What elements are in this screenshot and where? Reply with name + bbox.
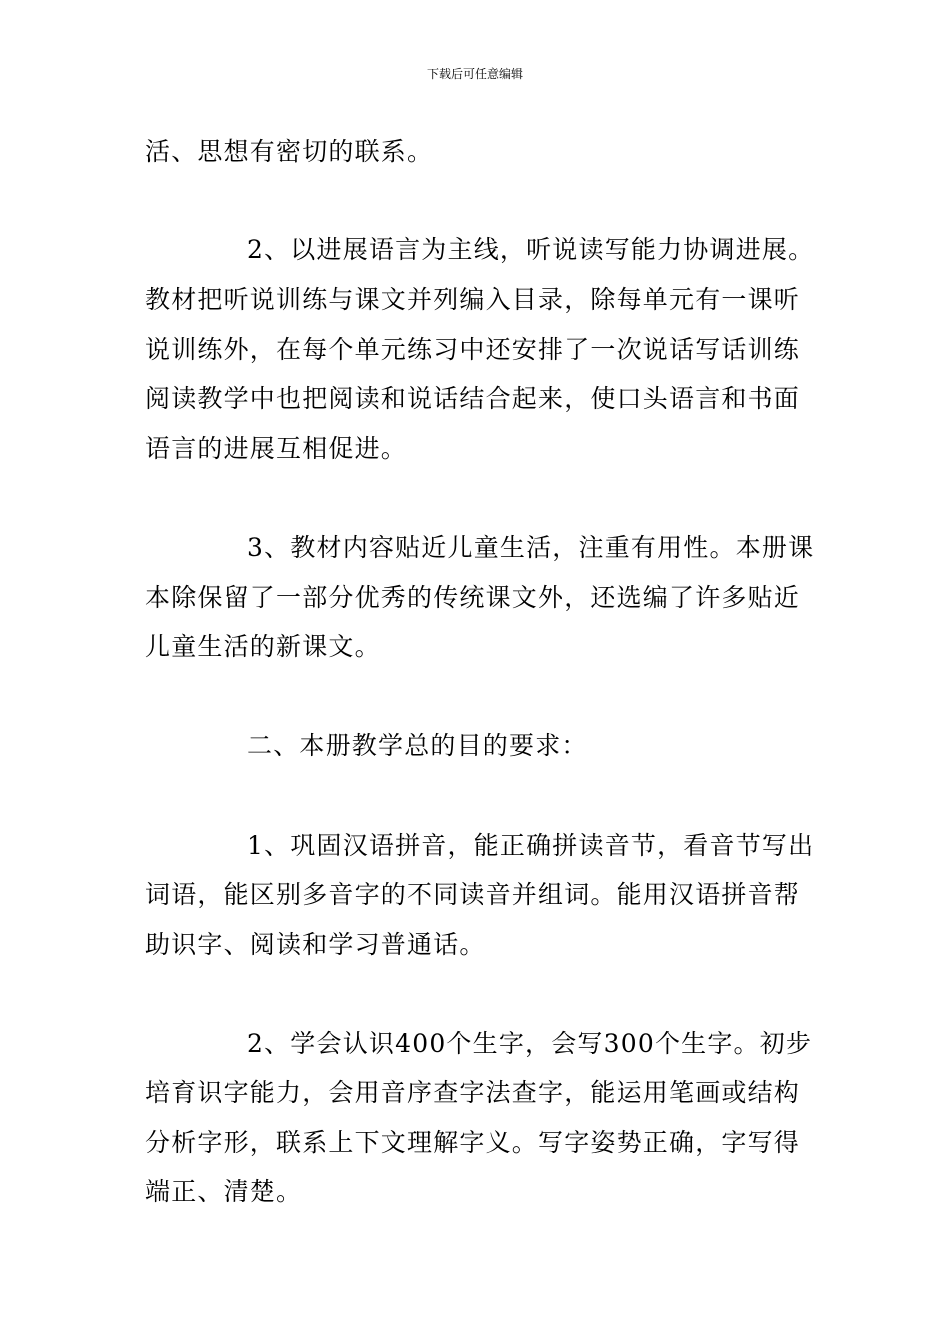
text-line: 活、思想有密切的联系。 bbox=[145, 137, 434, 166]
text-line: 本除保留了一部分优秀的传统课文外，还选编了许多贴近 bbox=[145, 583, 801, 612]
text-line: 分析字形，联系上下文理解字义。写字姿势正确，字写得 bbox=[145, 1128, 801, 1157]
text-line: 阅读教学中也把阅读和说话结合起来，使口头语言和书面 bbox=[145, 384, 801, 413]
text-line: 说训练外，在每个单元练习中还安排了一次说话写话训练 bbox=[145, 335, 801, 364]
text-line: 培育识字能力，会用音序查字法查字，能运用笔画或结构 bbox=[145, 1078, 801, 1107]
page-header: 下载后可任意编辑 bbox=[426, 67, 523, 81]
text-line: 教材把听说训练与课文并列编入目录，除每单元有一课听 bbox=[145, 285, 801, 314]
paragraph-item-1: 1、巩固汉语拼音，能正确拼读音节，看音节写出 bbox=[247, 831, 815, 860]
text-line: 语言的进展互相促进。 bbox=[145, 434, 408, 463]
paragraph-item-3: 3、教材内容贴近儿童生活，注重有用性。本册课 bbox=[247, 533, 815, 562]
section-heading: 二、本册教学总的目的要求： bbox=[247, 731, 588, 760]
paragraph-item-2: 2、以进展语言为主线，听说读写能力协调进展。 bbox=[247, 235, 815, 264]
text-line: 词语，能区别多音字的不同读音并组词。能用汉语拼音帮 bbox=[145, 880, 801, 909]
paragraph-item-2b: 2、学会认识400个生字，会写300个生字。初步 bbox=[247, 1029, 813, 1058]
text-line: 端正、清楚。 bbox=[145, 1177, 303, 1206]
text-line: 儿童生活的新课文。 bbox=[145, 632, 381, 661]
text-line: 助识字、阅读和学习普通话。 bbox=[145, 930, 486, 959]
